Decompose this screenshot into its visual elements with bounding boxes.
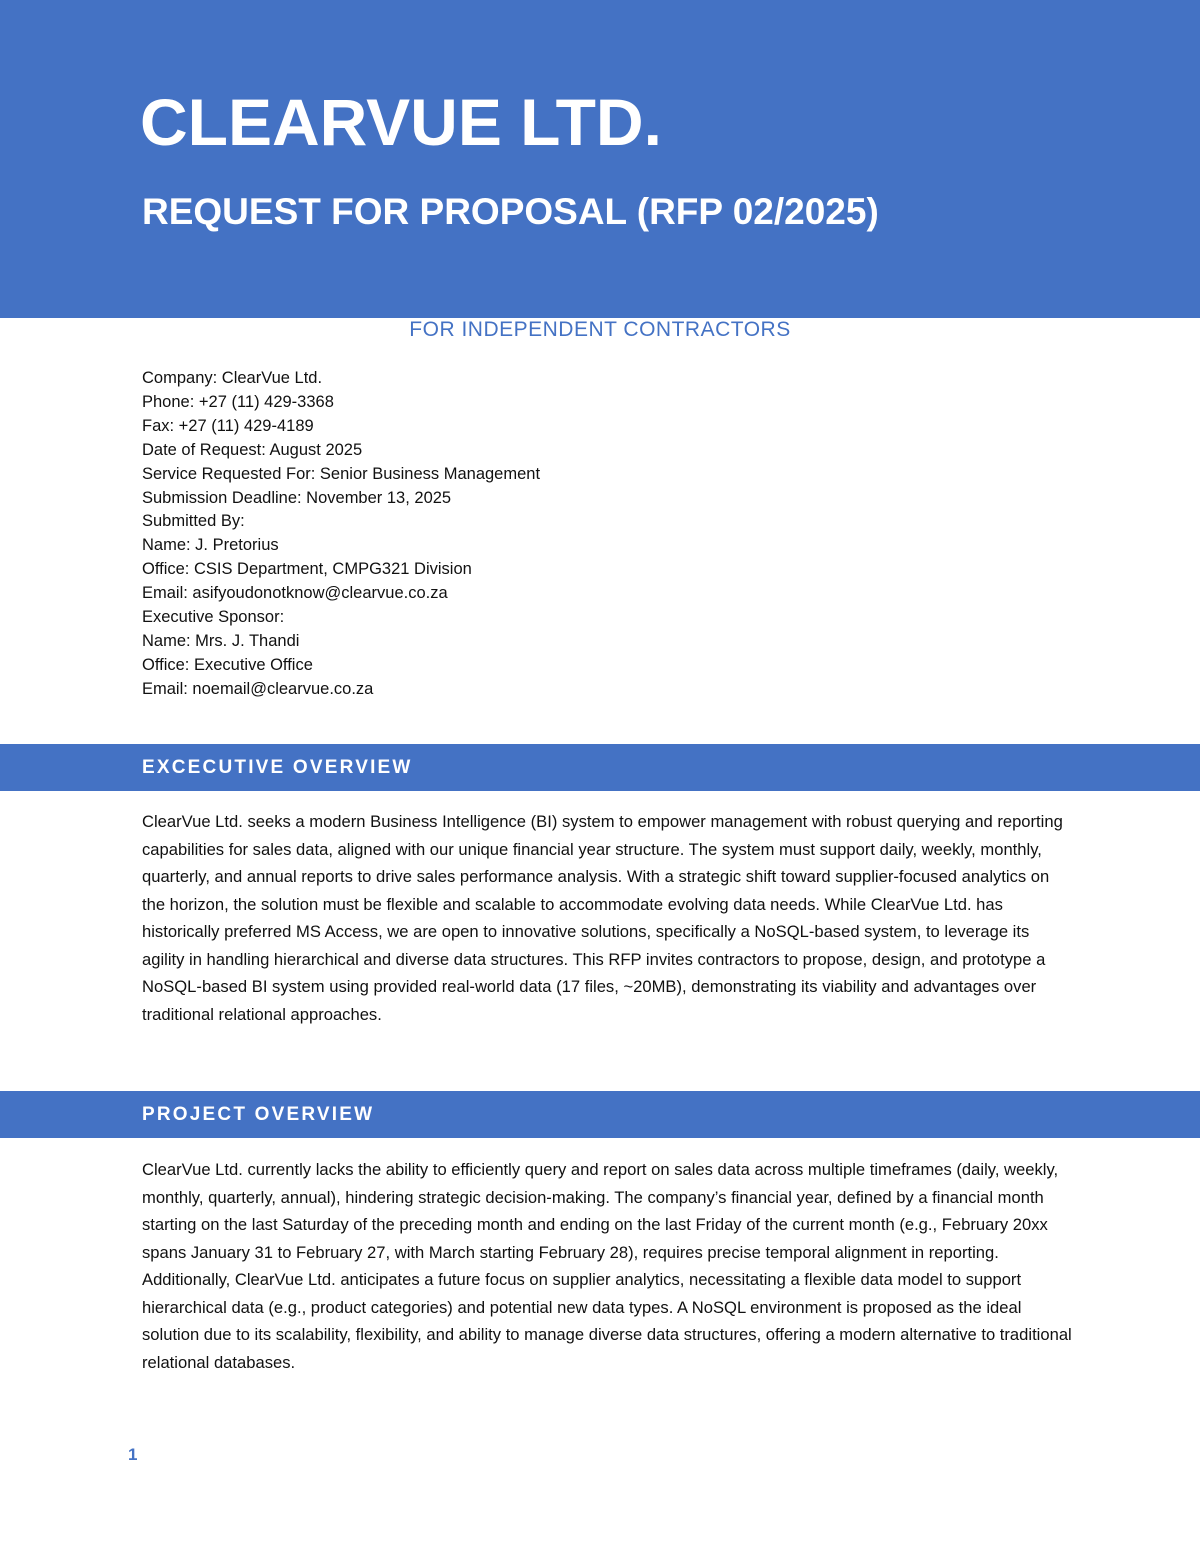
contact-date-of-request: Date of Request: August 2025 — [142, 440, 363, 459]
contact-submitter-name: Name: J. Pretorius — [142, 536, 279, 555]
contact-sponsor-office: Office: Executive Office — [142, 655, 313, 674]
contact-submission-deadline: Submission Deadline: November 13, 2025 — [142, 488, 452, 507]
contact-details — [142, 367, 1042, 702]
rfp-title: REQUEST FOR PROPOSAL (RFP 02/2025) — [142, 191, 879, 232]
company-title: CLEARVUE LTD. — [140, 85, 662, 159]
contact-fax: Fax: +27 (11) 429-4189 — [142, 416, 314, 435]
page-number: 1 — [128, 1445, 138, 1464]
contact-submitter-email: Email: asifyoudonotknow@clearvue.co.za — [142, 584, 448, 603]
contact-company: Company: ClearVue Ltd. — [142, 369, 323, 387]
executive-overview-header — [0, 744, 1200, 791]
document-subtitle: FOR INDEPENDENT CONTRACTORS — [409, 318, 791, 341]
contact-sponsor-name: Name: Mrs. J. Thandi — [142, 631, 300, 650]
contact-submitter-office: Office: CSIS Department, CMPG321 Division — [142, 560, 472, 579]
project-overview-body: ClearVue Ltd. currently lacks the ability to efficiently query and report on sales data across multiple timeframes (daily, weekly, monthly, quarterly, annual), hindering strategic decision-making. The company’s financial year, defined by a financial month starting on the last Saturday of the preceding month and ending on the last Friday of the current month (e.g., February 20xx spans January 31 to February 27, with March starting February 28), requires precise temporal alignment in reporting. Additionally, ClearVue Ltd. anticipates a future focus on supplier analytics, necessitating a flexible data model to support hierarchical data (e.g., product categories) and potential new data types. A NoSQL environment is proposed as the ideal solution due to its scalability, flexibility, and ability to manage diverse data structures, offering a modern alternative to traditional relational databases. — [142, 1160, 1072, 1372]
project-overview-header — [0, 1091, 1200, 1138]
executive-overview-body: ClearVue Ltd. seeks a modern Business Intelligence (BI) system to empower management with robust querying and reporting capabilities for sales data, aligned with our unique financial year structure. The system must support daily, weekly, monthly, quarterly, and annual reports to drive sales performance analysis. With a strategic shift toward supplier-focused analytics on the horizon, the solution must be flexible and scalable to accommodate evolving data needs. While ClearVue Ltd. has historically preferred MS Access, we are open to innovative solutions, specifically a NoSQL-based system, to leverage its agility in handling hierarchical and diverse data structures. This RFP invites contractors to propose, design, and prototype a NoSQL-based BI system using provided real-world data (17 files, ~20MB), demonstrating its viability and advantages over traditional relational approaches. — [142, 812, 1063, 1024]
contact-sponsor-email: Email: noemail@clearvue.co.za — [142, 679, 374, 698]
executive-overview-heading: EXCECUTIVE OVERVIEW — [142, 757, 413, 778]
header-band — [0, 0, 1200, 318]
contact-executive-sponsor: Executive Sponsor: — [142, 608, 285, 627]
contact-submitted-by: Submitted By: — [142, 512, 245, 531]
contact-service-requested: Service Requested For: Senior Business Management — [142, 464, 541, 483]
contact-phone: Phone: +27 (11) 429-3368 — [142, 392, 334, 411]
project-overview-heading: PROJECT OVERVIEW — [142, 1104, 375, 1125]
